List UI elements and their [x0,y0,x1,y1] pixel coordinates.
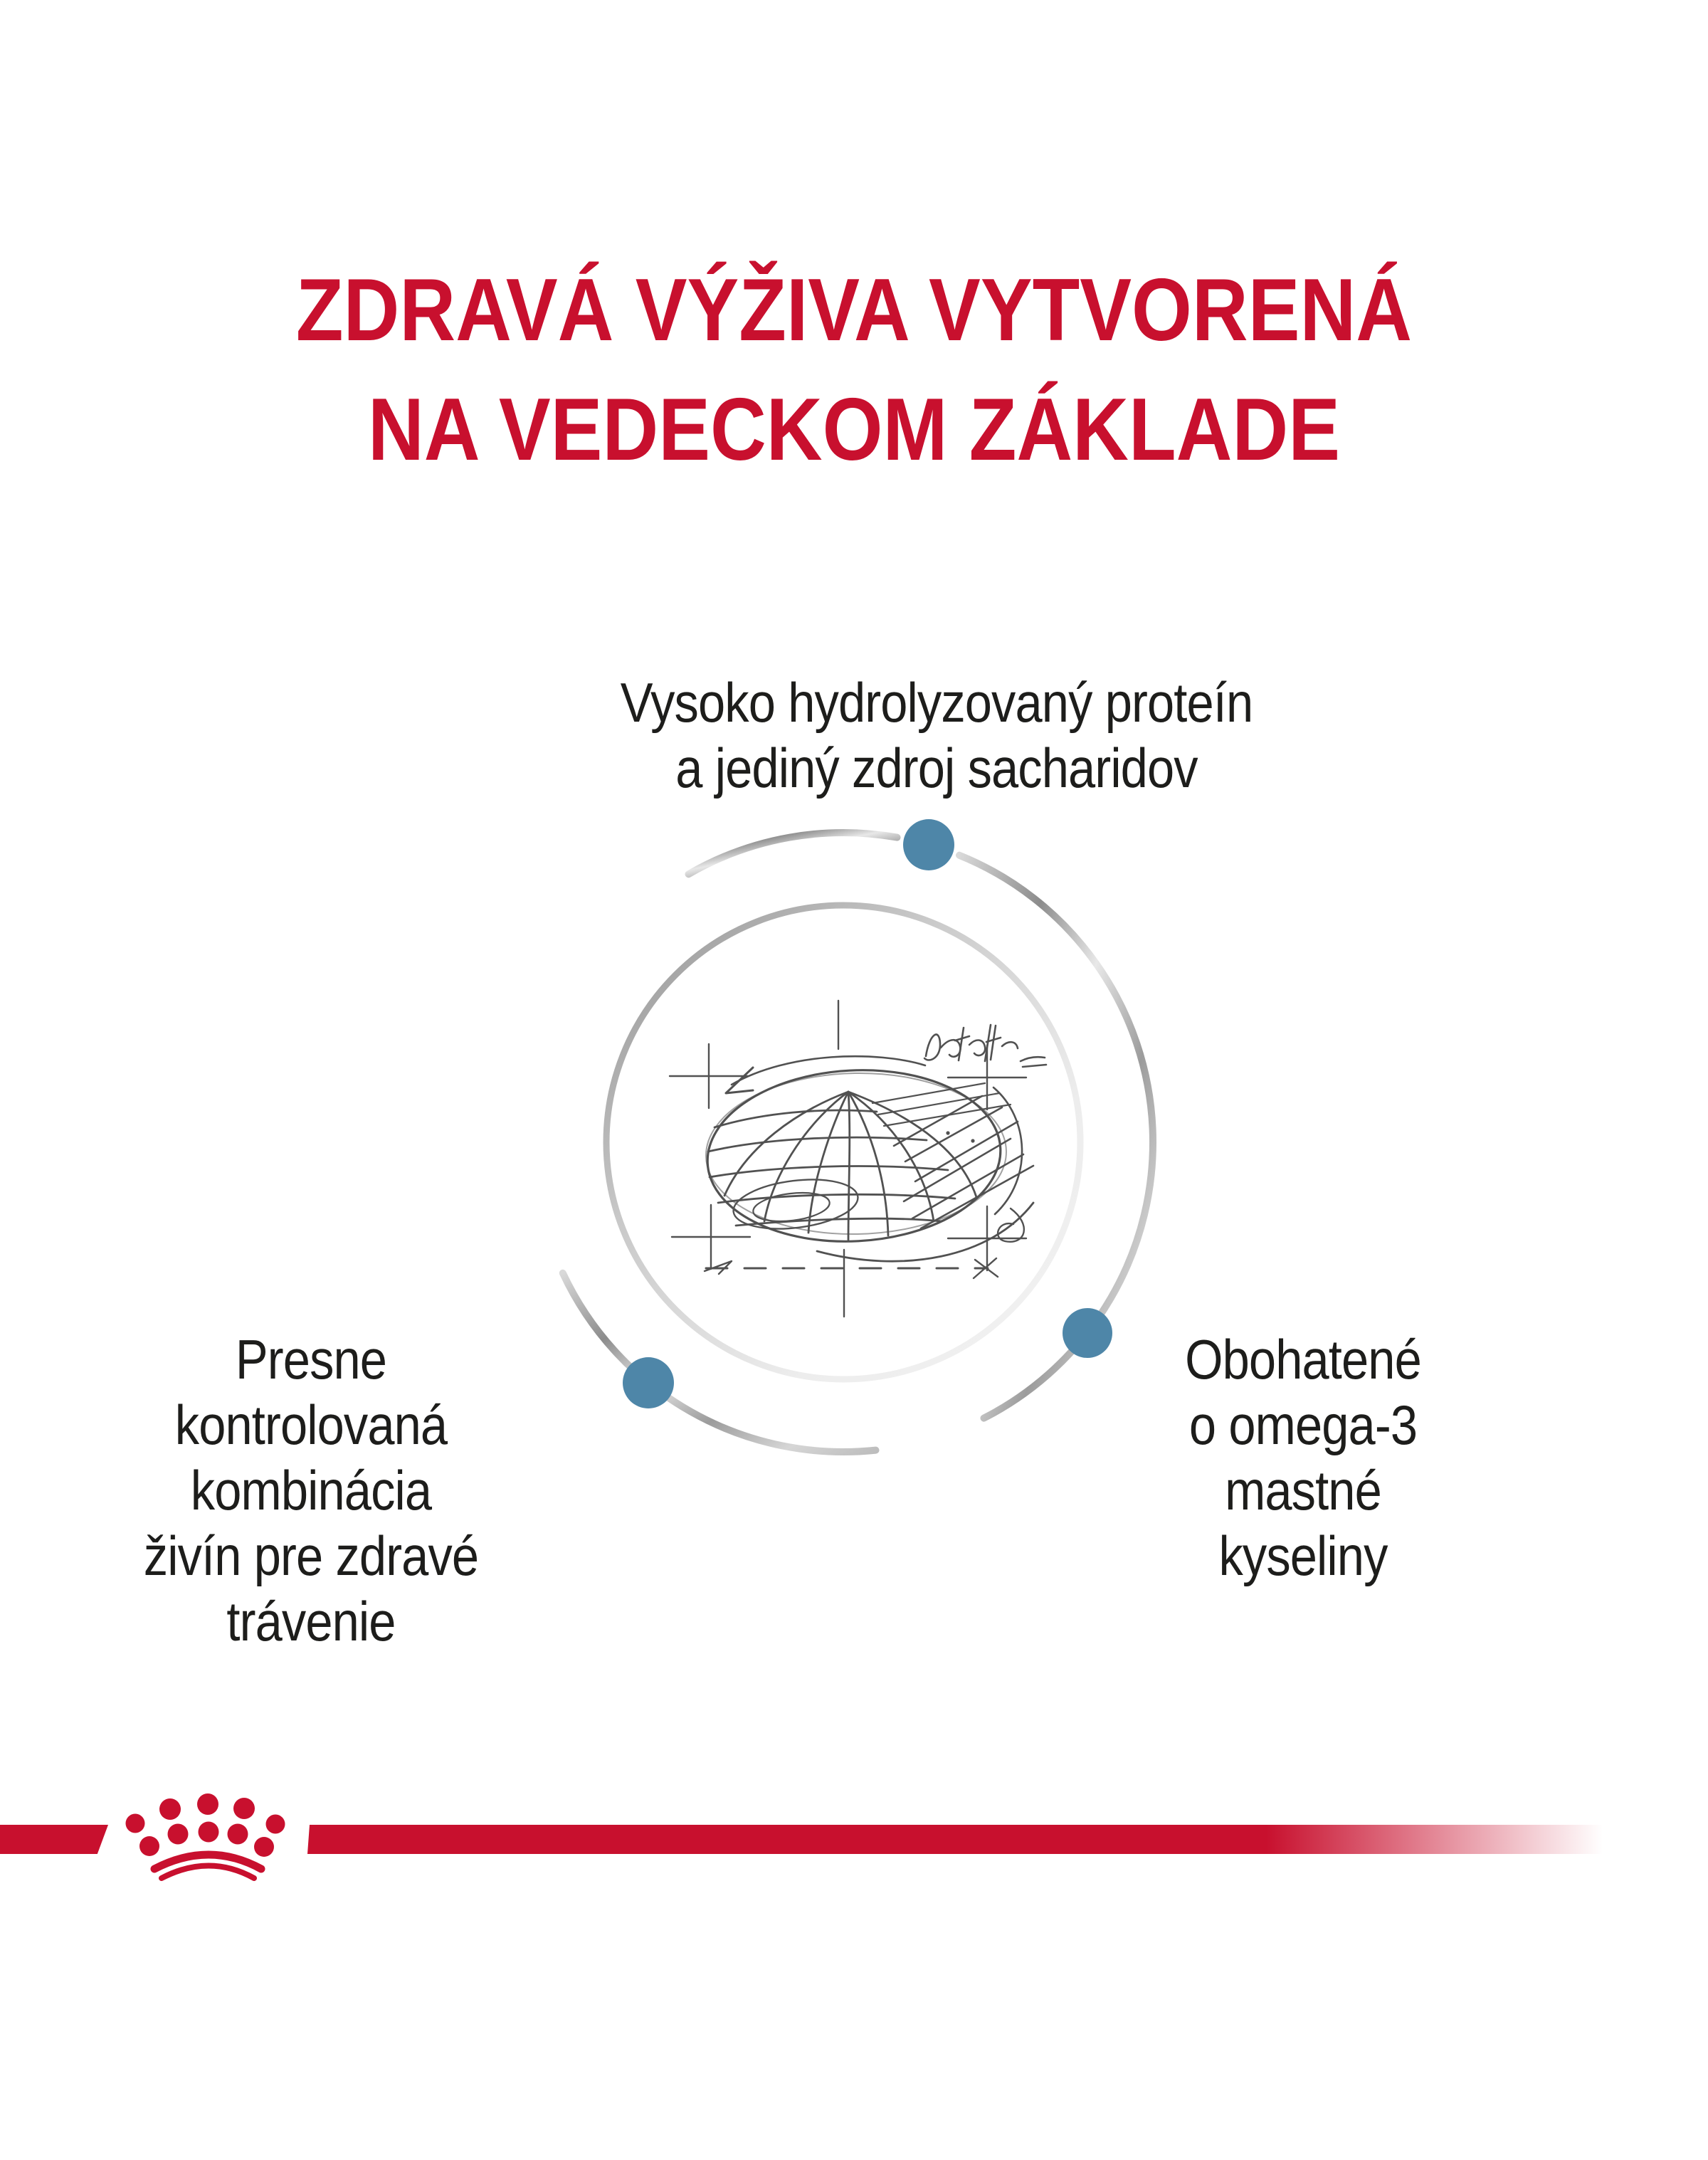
page-title-line1: ZDRAVÁ VÝŽIVA VYTVORENÁ [295,261,1413,359]
callout-digestion [92,1327,530,1654]
bullet-dot-top [903,819,954,870]
callout-omega3-line4: kyseliny [1218,1524,1388,1587]
red-band-left [0,1825,108,1854]
callout-digestion-line5: trávenie [226,1590,396,1653]
bullet-dot-bottom-left [623,1357,674,1408]
callout-digestion-line2: kontrolovaná [174,1394,448,1456]
callout-digestion-line4: živín pre zdravé [143,1524,479,1587]
page-title-line2: NA VEDECKOM ZÁKLADE [367,381,1341,479]
callout-omega3 [1084,1327,1522,1589]
callout-digestion-line3: kombinácia [190,1459,432,1522]
callout-protein-line2: a jediný zdroj sacharidov [675,737,1198,799]
royal-canin-crown-icon [107,1779,313,1900]
red-band-right [307,1825,1603,1854]
kibble-sketch [670,1001,1046,1317]
callout-digestion-line1: Presne [235,1328,387,1391]
callout-protein-line1: Vysoko hydrolyzovaný proteín [620,671,1253,734]
callout-omega3-line1: Obohatené [1185,1328,1421,1391]
outer-arc-bottom-left [563,1273,876,1452]
signature-scribble [924,1025,1046,1067]
page-title [102,251,1606,490]
callout-omega3-line3: mastné [1225,1459,1381,1522]
outer-arc-top-left [689,833,897,874]
callout-omega3-line2: o omega-3 [1188,1394,1418,1456]
callout-protein [498,670,1375,801]
